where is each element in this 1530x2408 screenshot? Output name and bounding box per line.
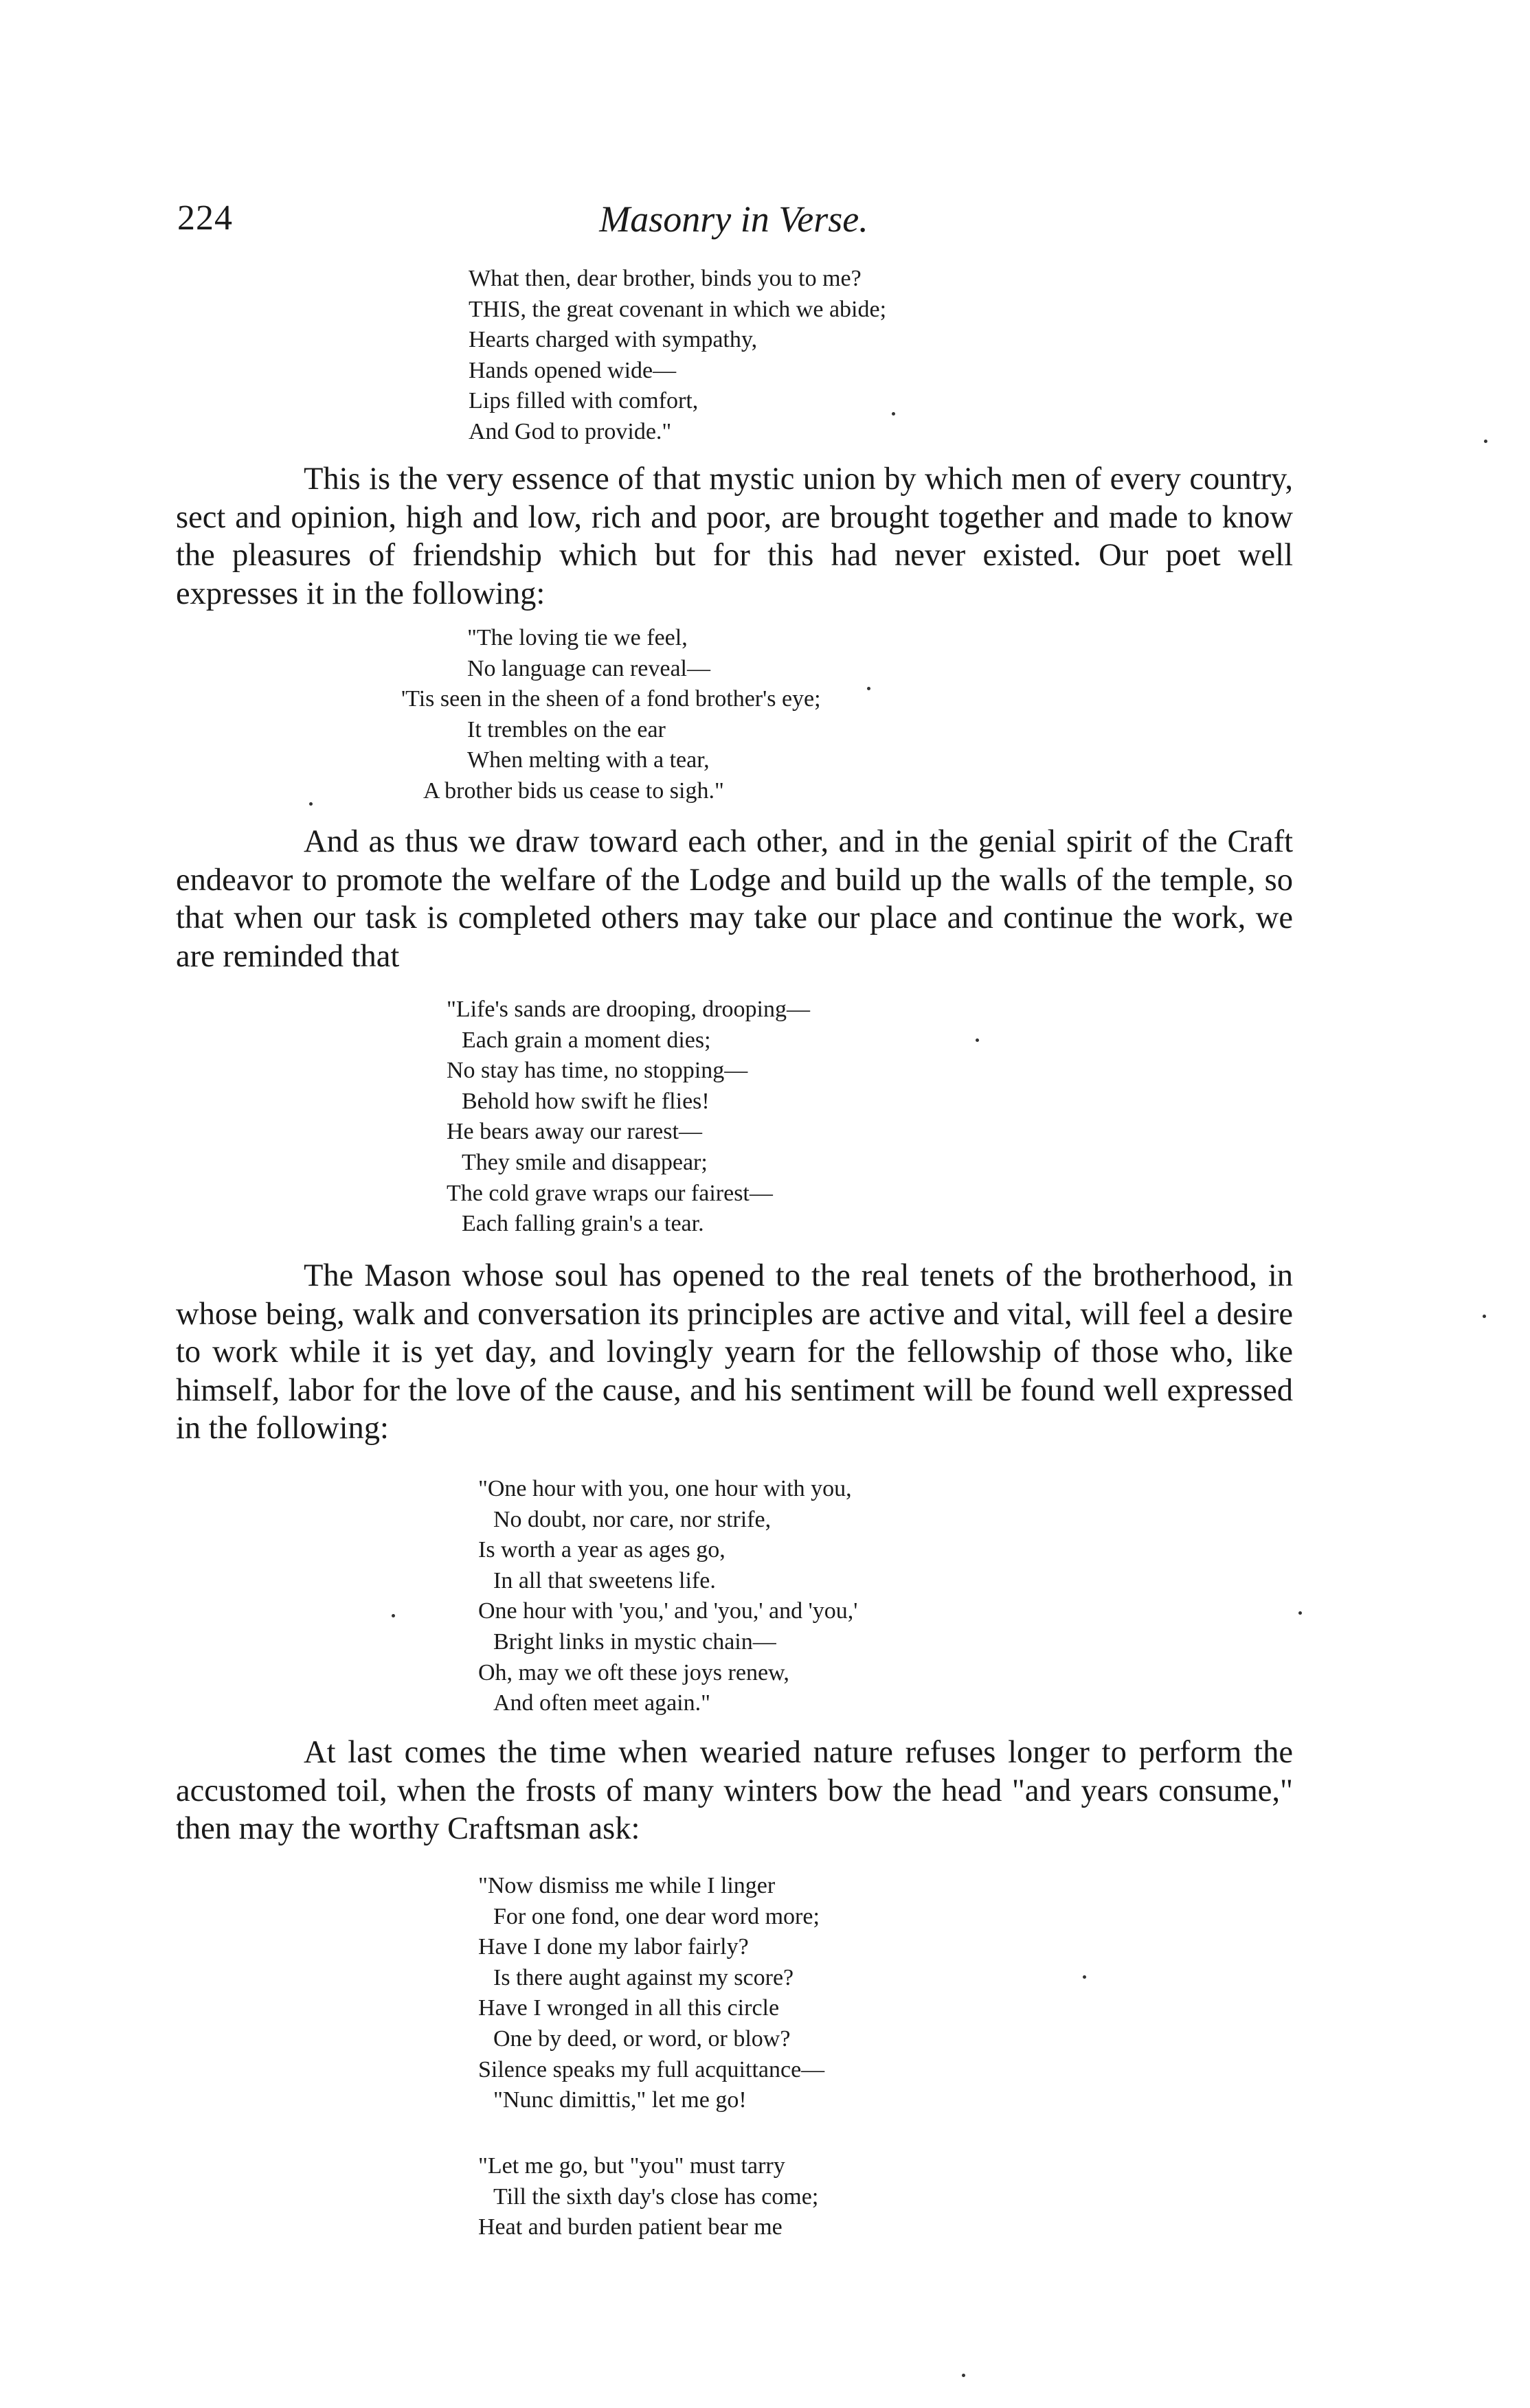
verse-line: No doubt, nor care, nor strife,	[493, 1506, 772, 1532]
paragraph-4: At last comes the time when wearied nature refuses longer to perform the accustomed toil, when the frosts of many winters bow the head "and years consume," then may the worthy Craftsman ask:	[176, 1735, 1293, 1846]
scan-speck	[867, 687, 870, 690]
scan-speck	[962, 2374, 965, 2377]
scan-speck	[1298, 1611, 1302, 1615]
verse-line: For one fond, one dear word more;	[493, 1903, 820, 1929]
verse-line: Have I wronged in all this circle	[478, 1995, 780, 2021]
verse-line: He bears away our rarest—	[447, 1119, 702, 1145]
verse-line: THIS, the great covenant in which we abide;	[469, 296, 887, 322]
running-title: Masonry in Verse.	[599, 198, 868, 240]
verse-line: The cold grave wraps our fairest—	[447, 1180, 773, 1206]
scan-speck	[892, 412, 895, 416]
scan-speck	[1484, 440, 1487, 443]
verse-line: And often meet again."	[493, 1690, 710, 1716]
verse-line: Hands opened wide—	[469, 357, 677, 383]
verse-line: Have I done my labor fairly?	[478, 1934, 749, 1960]
verse-stanza-3	[447, 995, 810, 1240]
verse-line: Silence speaks my full acquittance—	[478, 2056, 825, 2082]
verse-line: Bright links in mystic chain—	[493, 1628, 776, 1655]
scan-speck	[1483, 1315, 1486, 1318]
verse-line: "Life's sands are drooping, drooping—	[447, 997, 810, 1022]
verse-line: "Now dismiss me while I linger	[478, 1873, 776, 1898]
paragraph-2: And as thus we draw toward each other, and in the genial spirit of the Craft endeavor to promote the welfare of the Lodge and build up the walls of the temple, so that when our task is completed others may take our place and continue the work, we are reminded that	[176, 824, 1293, 974]
verse-line: It trembles on the ear	[467, 716, 666, 742]
page-number: 224	[177, 198, 233, 238]
verse-stanza-2	[401, 623, 821, 807]
verse-line: One hour with 'you,' and 'you,' and 'you,'	[478, 1598, 858, 1624]
verse-line: A brother bids us cease to sigh."	[423, 777, 724, 804]
verse-line: Oh, may we oft these joys renew,	[478, 1659, 789, 1685]
verse-line: What then, dear brother, binds you to me?	[469, 266, 862, 291]
verse-line: Each grain a moment dies;	[462, 1027, 711, 1053]
verse-line: Till the sixth day's close has come;	[493, 2183, 819, 2210]
verse-line: Heat and burden patient bear me	[478, 2214, 783, 2240]
verse-line: They smile and disappear;	[462, 1149, 708, 1175]
verse-line: Each falling grain's a tear.	[462, 1211, 704, 1237]
verse-line: When melting with a tear,	[467, 747, 710, 773]
scan-speck	[392, 1614, 395, 1617]
scan-speck	[309, 802, 313, 806]
verse-line: And God to provide."	[469, 418, 672, 444]
verse-line: No language can reveal—	[467, 655, 710, 681]
verse-line: "Let me go, but "you" must tarry	[478, 2153, 785, 2179]
paragraph-3: The Mason whose soul has opened to the real tenets of the brotherhood, in whose being, walk and conversation its principles are active and vital, will feel a desire to work while it is yet day, and lovingly yearn for the fellowship of those who, like himself, labor for the love of the cause, and his sentiment will be found well expressed in the following:	[176, 1258, 1293, 1446]
verse-line: Is worth a year as ages go,	[478, 1537, 725, 1563]
verse-line: Behold how swift he flies!	[462, 1088, 710, 1114]
page-header	[177, 198, 1290, 246]
scan-speck	[1083, 1975, 1086, 1979]
verse-stanza-5	[478, 1871, 824, 2116]
scan-speck	[976, 1038, 979, 1042]
verse-stanza-1	[469, 264, 886, 448]
verse-stanza-6	[478, 2151, 818, 2243]
verse-line: In all that sweetens life.	[493, 1567, 716, 1593]
verse-line: One by deed, or word, or blow?	[493, 2025, 791, 2052]
verse-stanza-4	[478, 1474, 857, 1719]
verse-line: 'Tis seen in the sheen of a fond brother's eye;	[401, 686, 821, 712]
paragraph-1: This is the very essence of that mystic union by which men of every country, sect and opinion, high and low, rich and poor, are brought together and made to know the pleasures of friendship which but for this had never existed. Our poet well expresses it in the following:	[176, 462, 1293, 611]
verse-line: "One hour with you, one hour with you,	[478, 1476, 852, 1501]
verse-line: No stay has time, no stopping—	[447, 1058, 748, 1084]
verse-line: Hearts charged with sympathy,	[469, 327, 758, 353]
verse-line: "The loving tie we feel,	[467, 625, 688, 650]
verse-line: "Nunc dimittis," let me go!	[493, 2087, 747, 2113]
verse-line: Is there aught against my score?	[493, 1964, 794, 1990]
verse-line: Lips filled with comfort,	[469, 388, 699, 414]
